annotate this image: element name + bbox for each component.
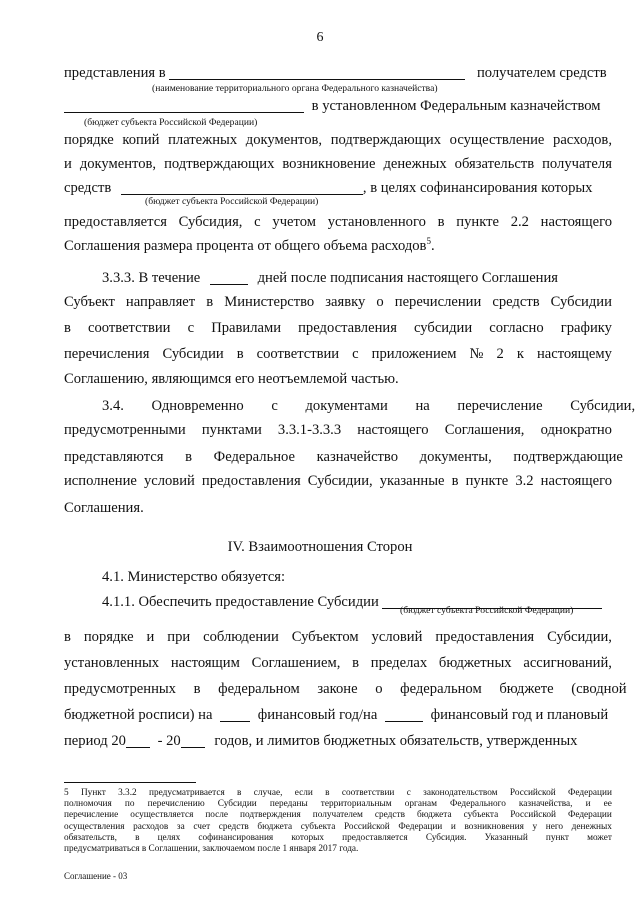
word: осуществления [64,821,125,832]
word: подтверждения [240,810,301,821]
word: о [376,294,384,310]
blank-field [181,733,205,748]
word: у [532,821,538,832]
word: Субъектом [291,629,359,645]
word: документов, [245,132,323,148]
word: Российской [343,821,390,832]
word: если [294,788,313,798]
text-line [64,153,612,175]
text-line [64,211,612,233]
word: предоставления [298,320,397,336]
word: целях [157,832,181,843]
word: в [437,214,445,230]
word: настоящего [540,214,612,230]
word: субсидии [414,320,473,336]
word: в [237,788,242,798]
blank-field [385,707,423,722]
word: с [187,320,195,336]
word: пунктами [201,422,262,438]
word: Федерации [398,821,443,832]
word: Субсидии [550,294,612,310]
word: настоящего [357,422,429,438]
word: Федерального [450,799,506,810]
word: заявку [325,294,366,310]
word: 3.2 [515,473,534,489]
word: и [585,799,591,810]
word: платежных [168,132,238,148]
word: в [135,832,140,843]
word: условий [371,629,423,645]
word: Министерство [224,294,315,310]
word: в [206,294,214,310]
word: перечисления [64,346,150,362]
blank-field [126,733,150,748]
word: получателем [312,810,363,821]
word: расходов, [553,132,612,148]
text-line: 3.3.3. В течение дней после подписания настоящего Соглашения [102,270,559,286]
word: графику [560,320,612,336]
word: софинансирования [198,832,274,843]
word: Субсидии [162,346,224,362]
word: при [167,629,191,645]
word: предоставляется [342,832,408,843]
word: казначейства, [518,799,573,810]
word: условий [143,473,195,489]
word: бюджета [257,821,293,832]
text-line [64,343,612,365]
word: 3.3.1-3.3.3 [277,422,342,438]
word: Пункт [80,788,106,798]
word: предоставления [435,629,535,645]
word: указанные [379,473,445,489]
word: бюджета [416,810,452,821]
word: к [516,346,524,362]
word: Субсидия, [178,214,243,230]
blank-field [220,707,250,722]
word: учетом [272,214,316,230]
blank-field [210,270,248,285]
word: Правилами [211,320,282,336]
word: однократно [540,422,612,438]
word: порядке [83,629,134,645]
word: Федерации [568,788,612,798]
word: средств [492,294,540,310]
word: в [236,346,244,362]
word: с [352,346,359,362]
word: порядке [64,132,114,148]
word: в [352,655,360,671]
word: осуществляется [130,810,194,821]
word: Субсидия. [425,832,467,843]
word: Федерации [567,810,612,821]
text-line: период 20 - 20 годов, и лимитов бюджетных обязательств, утвержденных [64,733,578,749]
footnote-separator [64,782,196,783]
word: субъекта [463,810,499,821]
word: в [325,788,330,798]
word: соблюдении [203,629,279,645]
word: средств [374,810,405,821]
word: соответствии [341,788,395,798]
word: предусмотренными [64,422,186,438]
word: органам [404,799,437,810]
word: расходов [133,821,169,832]
word: направляет [125,294,196,310]
word: Субсидии, [307,473,373,489]
text-line [64,129,612,151]
word: в [64,320,71,336]
word: Соглашением, [251,655,341,671]
blank-field [121,180,363,195]
word: ассигнований, [523,655,612,671]
footnote-ref: 5 [426,236,431,247]
word: пункте [456,214,499,230]
word: Субсидии [217,799,257,810]
word: осуществление [449,132,545,148]
section-heading: IV. Взаимоотношения Сторон [227,539,413,555]
word: перечислению [147,799,205,810]
text-line [64,419,612,441]
word: соответствии [256,346,340,362]
field-caption: (бюджет субъекта Российской Федерации) [400,605,574,616]
word: 2 [496,346,504,362]
word: средств [218,821,249,832]
word: пункте [465,473,509,489]
word: возникновение [282,156,376,172]
word: ее [603,799,612,810]
word: пункт [545,832,569,843]
blank-field [64,98,304,113]
word: с [254,214,261,230]
text-line [64,652,612,674]
word: законодательством [423,788,498,798]
word: денежных [383,156,447,172]
word: Российской [509,788,556,798]
text-line [64,291,612,313]
word: полномочия [64,799,112,810]
word: копий [122,132,160,148]
text-line: представления в получателем средств [64,65,607,81]
word: получателя [542,156,612,172]
text-line: в установленном Федеральным казначейством [64,95,612,117]
word: пределах [370,655,428,671]
text-line: 4.1.1. Обеспечить предоставление Субсидии [102,591,612,613]
word: возникновения [464,821,524,832]
word: подтверждающих [330,132,442,148]
word: обязательств [454,156,535,172]
word: и [146,629,155,645]
page-footer: Соглашение - 03 [64,871,128,881]
word: документов, [79,156,157,172]
text-line: 4.1. Министерство обязуется: [102,569,286,585]
word: Указанный [484,832,528,843]
word: 5 [64,788,69,798]
word: переданы [269,799,308,810]
word: и [450,821,456,832]
blank-field [169,65,465,80]
word: обязательств, [64,832,117,843]
word: Субъект [64,294,115,310]
text-line: средств , в целях софинансирования которых [64,180,593,196]
field-caption: (бюджет субъекта Российской Федерации) [84,117,258,128]
text-line [64,470,612,492]
word: Соглашения, [444,422,525,438]
text-line: Соглашения размера процента от общего объема расходов$^5$. [64,236,435,254]
word: приложением [371,346,457,362]
word: 3.3.2 [118,788,137,798]
word: предусматривается [148,788,225,798]
word: бюджетных [438,655,512,671]
word: настоящим [170,655,240,671]
word: предоставления [201,473,301,489]
word: 2.2 [510,214,529,230]
word: и [64,156,72,172]
word: соответствии [88,320,171,336]
word: подтверждающих [164,156,275,172]
word: перечислении [394,294,482,310]
field-caption: (бюджет субъекта Российской Федерации) [145,196,319,207]
text-line [64,317,612,339]
word: исполнение [64,473,137,489]
text-line: Соглашения. [64,500,144,516]
word: в [451,473,459,489]
text-line: представляются в Федеральное казначейство документы, подтверждающие [64,449,623,465]
word: с [406,788,411,798]
word: денежных [571,821,612,832]
word: территориальным [320,799,392,810]
word: настоящему [536,346,612,362]
footnote: 5 Пункт 3.3.2 предусматривается в случае, если в соответствии с законодательством Российской Федерации полномочия по перечислению Субсидии переданы территориальным органам Федерального казначейства, и ее перечисление осуществляется после подтверждения получателем средств бюджета субъекта Российской Федерации осуществления расходов за счет средств бюджета субъекта Российской Федерации и возникновения у него денежных обязательств, в целях софинансирования которых предоставляется Субсидия. Указанный пункт может предусматриваться в Соглашении, заключаемом после 1 января 2017 года. [64,788,612,854]
word: Субсидии, [547,629,612,645]
word: установленных [64,655,160,671]
text-line: бюджетной росписи) на финансовый год/на финансовый год и плановый [64,707,609,723]
text-line [64,626,612,648]
word: субъекта [300,821,336,832]
word: после [205,810,229,821]
word: за [176,821,185,832]
text-line: предусмотренных в федеральном законе о федеральном бюджете (сводной [64,681,627,697]
word: согласно [489,320,544,336]
text-line: Соглашению, являющимся его неотъемлемой частью. [64,371,399,387]
page-number: 6 [316,30,324,45]
word: которых [291,832,325,843]
word: может [587,832,612,843]
word: Российской [510,810,557,821]
text-line: 3.4. Одновременно с документами на перечисление Субсидии, [102,398,636,414]
word: случае, [253,788,283,798]
word: в [64,629,71,645]
word: него [545,821,564,832]
word: предоставляется [64,214,167,230]
word: настоящего [540,473,612,489]
word: установленного [327,214,426,230]
word: № [469,346,484,362]
word: счет [193,821,211,832]
field-caption: (наименование территориального органа Федерального казначейства) [152,83,438,94]
word: перечисление [64,810,119,821]
word: по [124,799,135,810]
